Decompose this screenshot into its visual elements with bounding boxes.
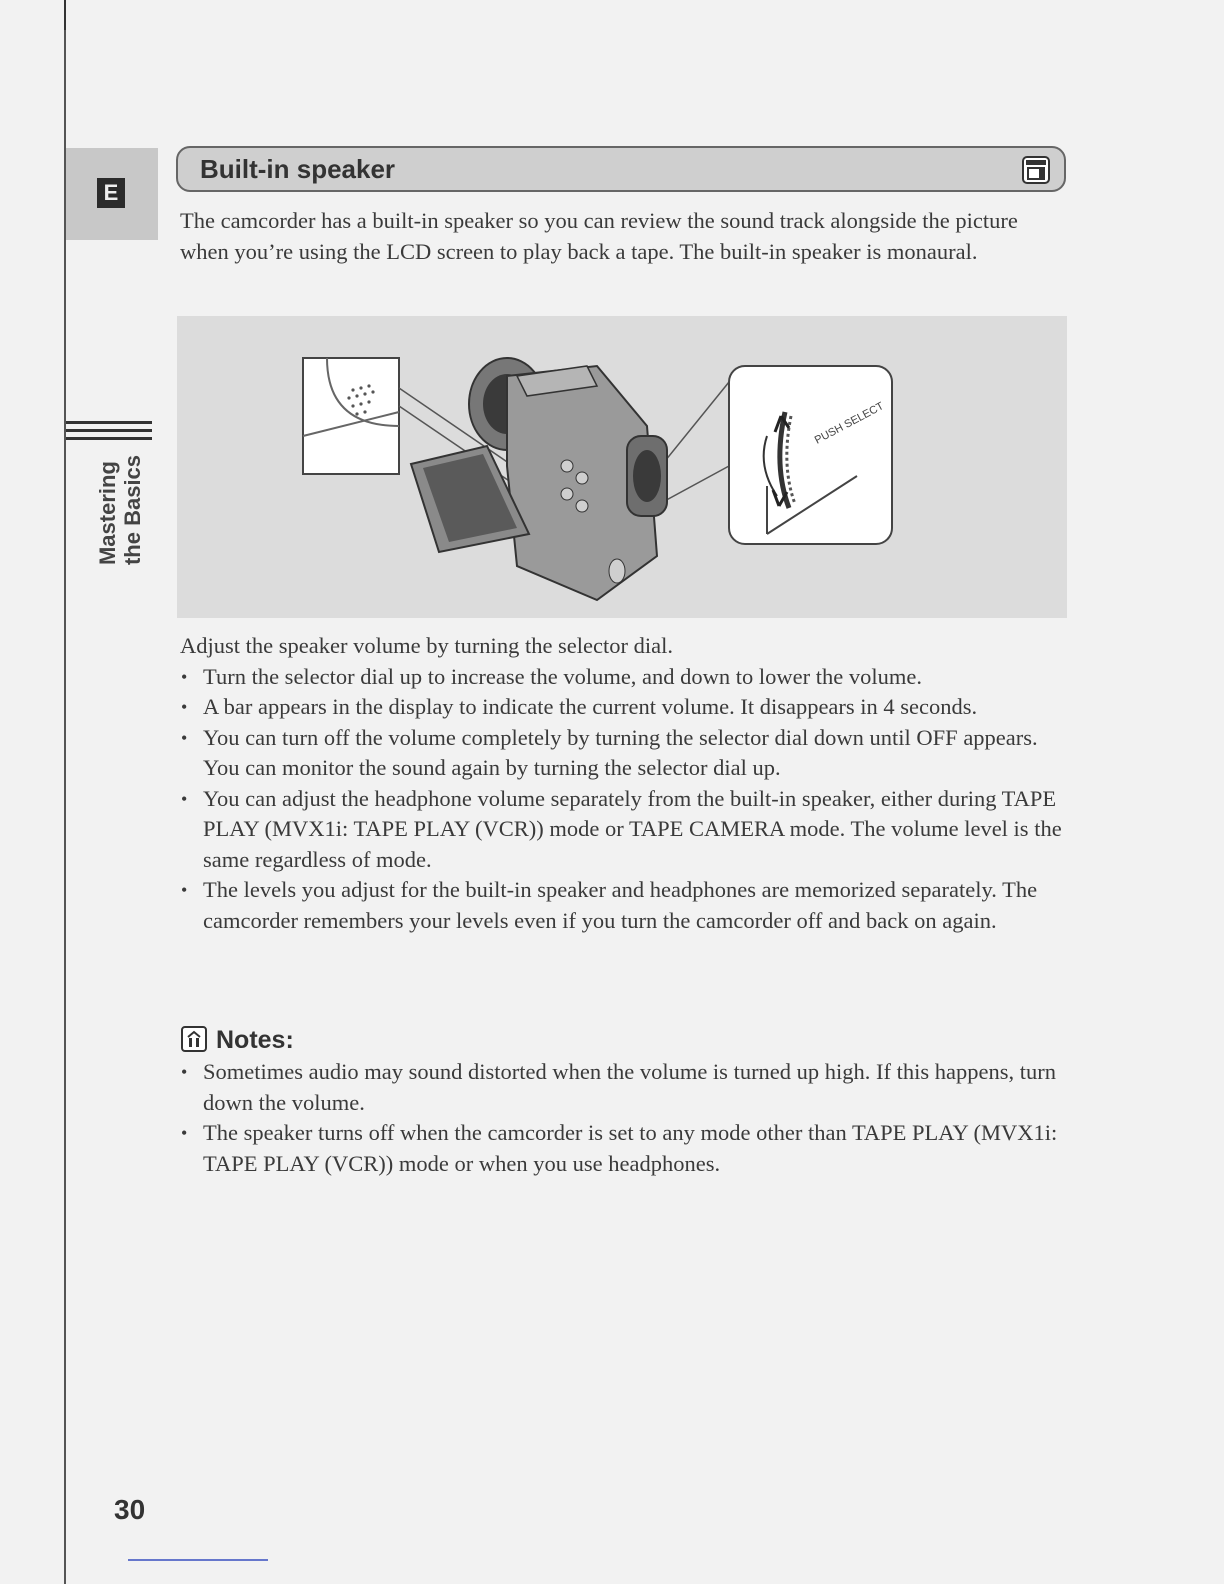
notes-bullet-list xyxy=(180,1057,1060,1179)
volume-bullet-list xyxy=(180,662,1070,937)
selector-dial-inset xyxy=(729,366,892,544)
dial-push-select-label: PUSH SELECT xyxy=(812,400,886,447)
side-label-line2: the Basics xyxy=(120,454,145,566)
section-marker-bars xyxy=(66,421,152,445)
camcorder-illustration xyxy=(177,316,1067,618)
list-item: • Turn the selector dial up to increase the volume, and down to lower the volume. xyxy=(180,662,1070,693)
section-header xyxy=(176,146,1066,192)
notes-heading xyxy=(180,1025,294,1055)
list-item: • You can adjust the headphone volume separately from the built-in speaker, either during TAPE PLAY (MVX1i: TAPE PLAY (VCR)) mode or TAPE CAMERA mode. The volume level is the same regardless of mode. xyxy=(180,784,1070,876)
section-title: Built-in speaker xyxy=(200,154,396,184)
speaker-closeup-inset xyxy=(303,358,399,474)
bottom-rule xyxy=(128,1559,268,1561)
list-item: • You can turn off the volume completely by turning the selector dial down until OFF appears. You can monitor the sound again by turning the selector dial up. xyxy=(180,723,1070,784)
volume-instructions xyxy=(180,631,1070,936)
list-item: • The levels you adjust for the built-in speaker and headphones are memorized separately. The camcorder remembers your levels even if you turn the camcorder off and back on again. xyxy=(180,875,1070,936)
playback-mode-icon xyxy=(1022,156,1050,184)
page-edge-top xyxy=(64,0,66,30)
section-side-label xyxy=(95,455,145,565)
language-tab xyxy=(66,148,158,240)
volume-lead: Adjust the speaker volume by turning the selector dial. xyxy=(180,633,674,658)
language-letter: E xyxy=(97,178,125,208)
page-number: 30 xyxy=(114,1494,146,1525)
notes-icon xyxy=(180,1025,208,1053)
notes-title: Notes: xyxy=(216,1026,294,1054)
list-item: • The speaker turns off when the camcorder is set to any mode other than TAPE PLAY (MVX1i: TAPE PLAY (VCR)) mode or when you use headphones. xyxy=(180,1118,1060,1179)
list-item: • Sometimes audio may sound distorted when the volume is turned up high. If this happens, turn down the volume. xyxy=(180,1057,1060,1118)
notes-section xyxy=(180,1057,1060,1179)
side-label-line1: Mastering xyxy=(95,461,120,566)
intro-paragraph: The camcorder has a built-in speaker so you can review the sound track alongside the picture when you’re using the LCD screen to play back a tape. The built-in speaker is monaural. xyxy=(180,208,1018,264)
list-item: • A bar appears in the display to indicate the current volume. It disappears in 4 seconds. xyxy=(180,692,1070,723)
camcorder-speaker-diagram xyxy=(177,316,1067,618)
